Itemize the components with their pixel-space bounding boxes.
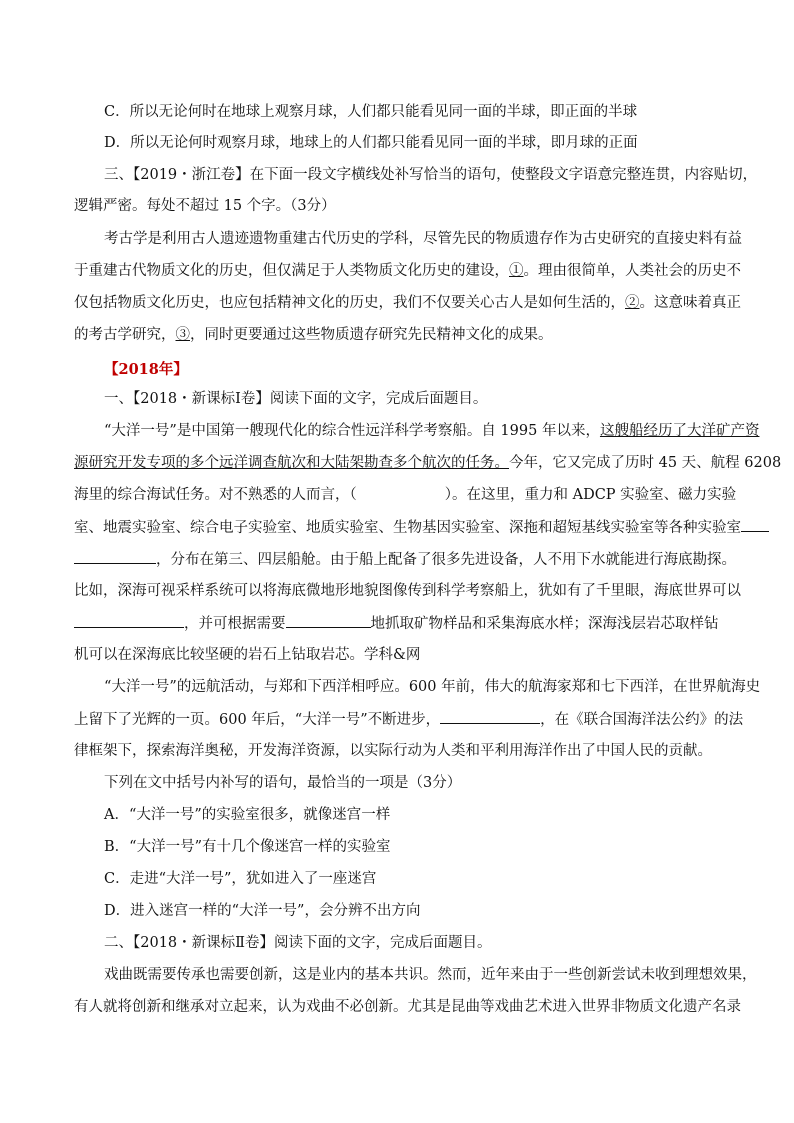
text-segment: ，在《联合国海洋法公约》的法: [540, 712, 744, 728]
text-segment: 。这意味着真正: [639, 295, 741, 311]
passage1-line5: [74, 549, 736, 570]
blank-marker-3: ③: [175, 327, 190, 343]
text-segment: 于重建古代物质文化的历史，但仅满足于人类物质文化历史的建设，: [74, 263, 509, 279]
text-segment: “大洋一号”是中国第一艘现代化的综合性远洋科学考察船。自 1995 年以来，: [104, 423, 600, 439]
underlined-text: 这艘船经历了大洋矿产资: [599, 423, 760, 439]
text-segment: ，同时更要通过这些物质遗存研究先民精神文化的成果。: [190, 327, 553, 343]
text-segment: ，分布在第三、四层船舱。由于船上配备了很多先进设备，人不用下水就能进行海底勘探。: [156, 552, 736, 568]
option-b: B．“大洋一号”有十几个像迷宫一样的实验室: [104, 839, 391, 855]
question2-prompt: 二、【2018・新课标Ⅱ卷】阅读下面的文字，完成后面题目。: [104, 935, 492, 951]
question1-stem: 下列在文中括号内补写的语句，最恰当的一项是（3分）: [104, 775, 462, 791]
text-segment: 室、地震实验室、综合电子实验室、地质实验室、生物基因实验室、深拖和超短基线实验室等各种实验室: [74, 520, 741, 536]
passage1-line3: [74, 485, 736, 505]
passage1-line8: 机可以在深海底比较坚硬的岩石上钻取岩芯。学科&网: [74, 647, 421, 663]
passage3-line4: [74, 325, 553, 345]
question1-prompt: 一、【2018・新课标Ⅰ卷】阅读下面的文字，完成后面题目。: [104, 391, 488, 407]
underlined-text: 源研究开发专项的多个远洋调查航次和大陆架勘查多个航次的任务。: [74, 455, 509, 471]
question3-prompt-cont: 逻辑严密。每处不超过 15 个字。（3分）: [74, 198, 336, 214]
question3-prompt: 三、【2019・浙江卷】在下面一段文字横线处补写恰当的语句，使整段文字语意完整连贯，内容贴切，: [104, 167, 758, 183]
answer-blank: [74, 549, 156, 564]
answer-blank: [741, 517, 769, 532]
passage1-line10: [74, 709, 743, 730]
passage2-line2: 有人就将创新和继承对立起来，认为戏曲不必创新。尤其是昆曲等戏曲艺术进入世界非物质文化遗产名录: [74, 999, 741, 1015]
passage2-line1: 戏曲既需要传承也需要创新，这是业内的基本共识。然而，近年来由于一些创新尝试未收到理想效果，: [104, 967, 757, 983]
text-segment: ）。在这里，重力和 ADCP 实验室、磁力实验: [444, 487, 737, 503]
passage1-line11: 律框架下，探索海洋奥秘，开发海洋资源，以实际行动为人类和平利用海洋作出了中国人民的贡献。: [74, 743, 712, 759]
text-segment: 今年，它又完成了历时 45 天、航程 6208: [509, 455, 782, 471]
passage1-line9: “大洋一号”的远航活动，与郑和下西洋相呼应。600 年前，伟大的航海家郑和七下西洋，在世界航海史: [104, 679, 761, 695]
passage3-line1: 考古学是利用古人遗迹遗物重建古代历史的学科，尽管先民的物质遗存作为古史研究的直接史料有益: [104, 231, 742, 247]
option-d-prev: D．所以无论何时观察月球，地球上的人们都只能看见同一面的半球，即月球的正面: [104, 135, 638, 151]
passage1-line6: 比如，深海可视采样系统可以将海底微地形地貌图像传到科学考察船上，犹如有了千里眼，海底世界可以: [74, 583, 741, 599]
answer-blank: [74, 613, 184, 628]
passage3-line3: [74, 293, 741, 313]
text-segment: 。理由很简单，人类社会的历史不: [523, 263, 741, 279]
passage1-line1: [104, 421, 759, 441]
text-segment: 仅包括物质文化历史，也应包括精神文化的历史，我们不仅要关心古人是如何生活的，: [74, 295, 625, 311]
option-c: C．走进“大洋一号”，犹如进入了一座迷宫: [104, 871, 377, 887]
section-year-heading: 【2018年】: [104, 361, 188, 378]
answer-blank: [440, 709, 540, 724]
blank-marker-2: ②: [625, 295, 640, 311]
blank-marker-1: ①: [509, 263, 524, 279]
text-segment: ，并可根据需要: [184, 616, 286, 632]
answer-blank: [286, 613, 371, 628]
text-segment: 海里的综合海试任务。对不熟悉的人而言，（: [74, 487, 357, 503]
option-a: A．“大洋一号”的实验室很多，就像迷宫一样: [104, 807, 391, 823]
text-segment: 上留下了光辉的一页。600 年后，“大洋一号”不断进步，: [74, 712, 441, 728]
passage1-line4: [74, 517, 769, 538]
option-c-prev: C．所以无论何时在地球上观察月球，人们都只能看见同一面的半球，即正面的半球: [104, 104, 638, 120]
passage1-line2: [74, 453, 781, 473]
passage3-line2: [74, 261, 741, 281]
text-segment: 的考古学研究，: [74, 327, 176, 343]
text-segment: 地抓取矿物样品和采集海底水样；深海浅层岩芯取样钻: [370, 616, 719, 632]
option-d: D．进入迷宫一样的“大洋一号”，会分辨不出方向: [104, 903, 421, 919]
passage1-line7: [74, 613, 719, 634]
